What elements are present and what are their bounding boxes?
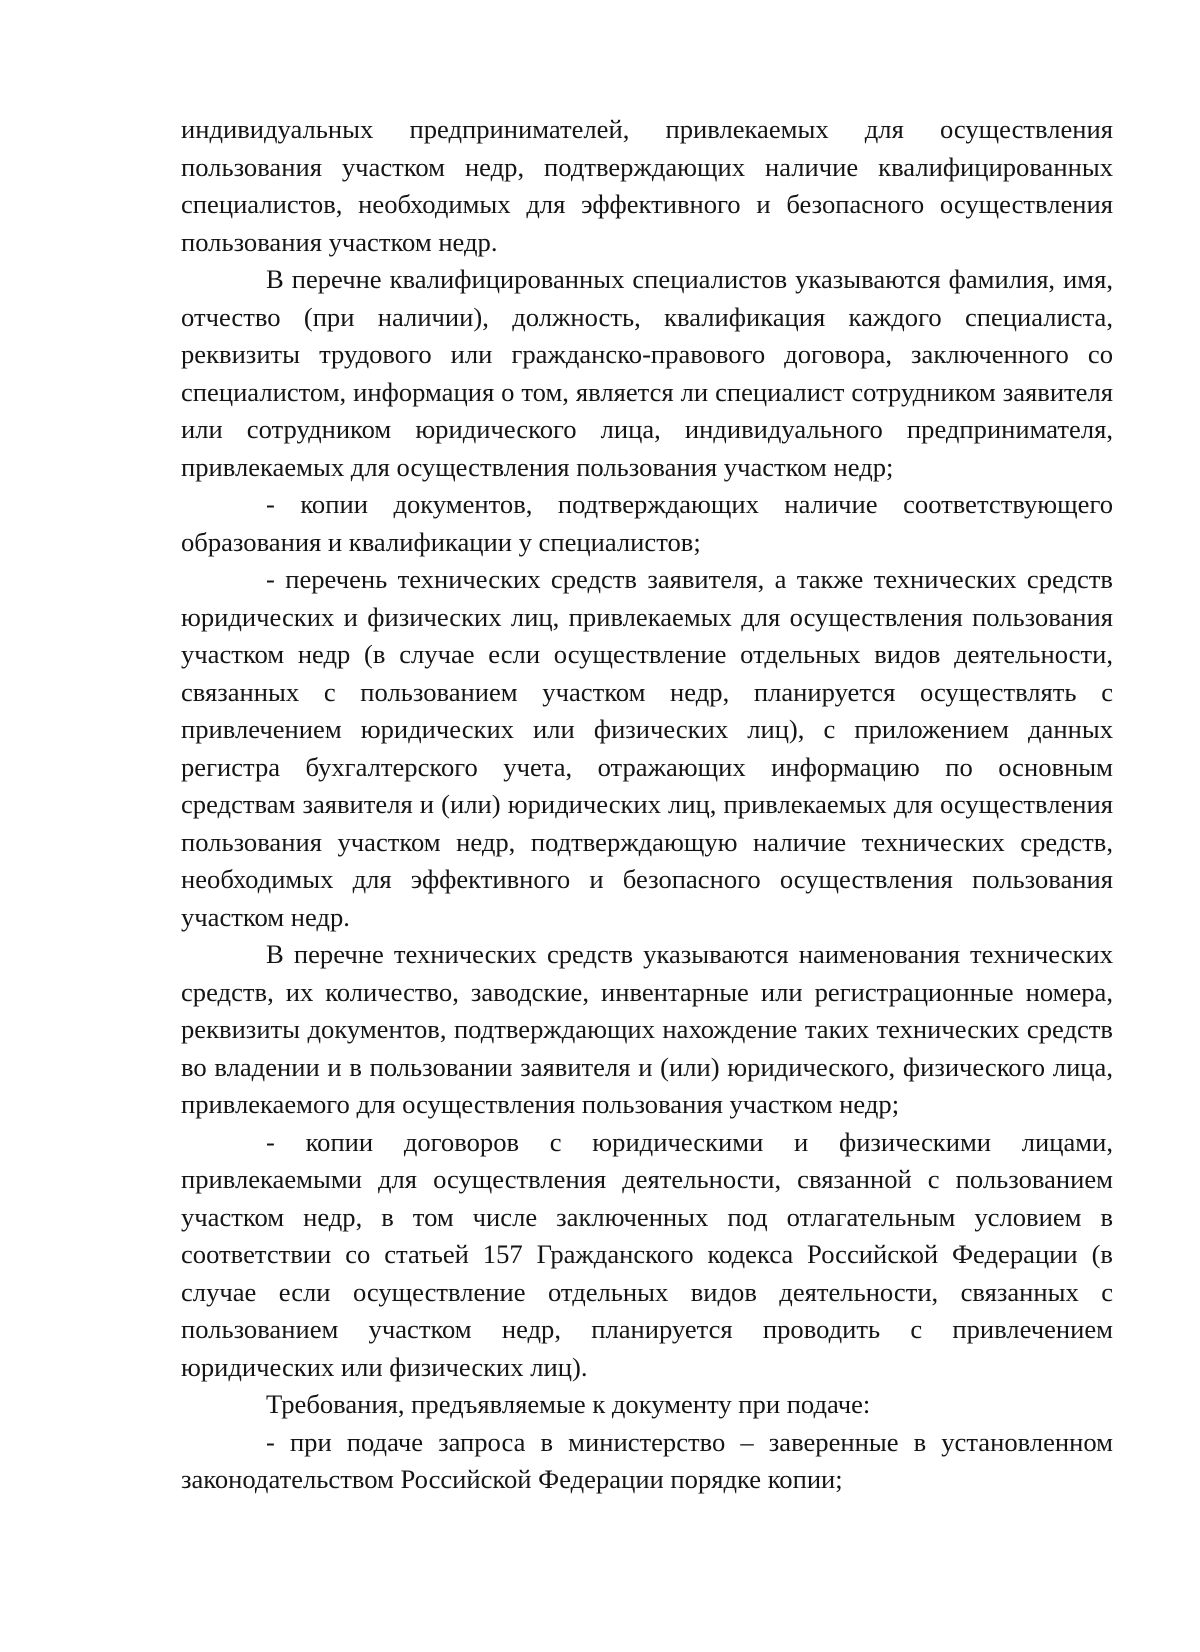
paragraph-ministry-submission: - при подаче запроса в министерство – заверенные в установленном законодательством Российской Федерации порядке копии; — [181, 1426, 1113, 1494]
paragraph-technical-means-list: - перечень технических средств заявителя, а также технических средств юридических и физических лиц, привлекаемых для осуществления пользования участком недр (в случае если осуществление отдельных видов деятельности, связанных с пользованием участком недр, планируется осуществлять с привлечением юридических или физических лиц), с приложением данных регистра бухгалтерского учета, отражающих информацию по основным средствам заявителя и (или) юридических лиц, привлекаемых для осуществления пользования участком недр, подтверждающую наличие технических средств, необходимых для эффективного и безопасного осуществления пользования участком недр. — [181, 564, 1113, 932]
paragraph-education-copies: - копии документов, подтверждающих наличие соответствующего образования и квалификации у специалистов; — [181, 489, 1113, 557]
paragraph-technical-means-contents: В перечне технических средств указываются наименования технических средств, их количество, заводские, инвентарные или регистрационные номера, реквизиты документов, подтверждающих нахождение таких технических средств во владении и в пользовании заявителя и (или) юридического, физического лица, привлекаемого для осуществления пользования участком недр; — [181, 939, 1113, 1119]
document-body — [181, 111, 1113, 1499]
paragraph-contract-copies: - копии договоров с юридическими и физическими лицами, привлекаемыми для осуществления деятельности, связанной с пользованием участком недр, в том числе заключенных под отлагательным условием в соответствии со статьей 157 Гражданского кодекса Российской Федерации (в случае если осуществление отдельных видов деятельности, связанных с пользованием участком недр, планируется проводить с привлечением юридических или физических лиц). — [181, 1126, 1113, 1382]
paragraph-specialists-continuation: индивидуальных предпринимателей, привлекаемых для осуществления пользования участком недр, подтверждающих наличие квалифицированных специалистов, необходимых для эффективного и безопасного осуществления пользования участком недр. — [181, 114, 1113, 257]
paragraph-submission-requirements: Требования, предъявляемые к документу при подаче: — [266, 1389, 871, 1419]
paragraph-specialists-list-contents: В перечне квалифицированных специалистов указываются фамилия, имя, отчество (при наличии), должность, квалификация каждого специалиста, реквизиты трудового или гражданско-правового договора, заключенного со специалистом, информация о том, является ли специалист сотрудником заявителя или сотрудником юридического лица, индивидуального предпринимателя, привлекаемых для осуществления пользования участком недр; — [181, 264, 1113, 482]
